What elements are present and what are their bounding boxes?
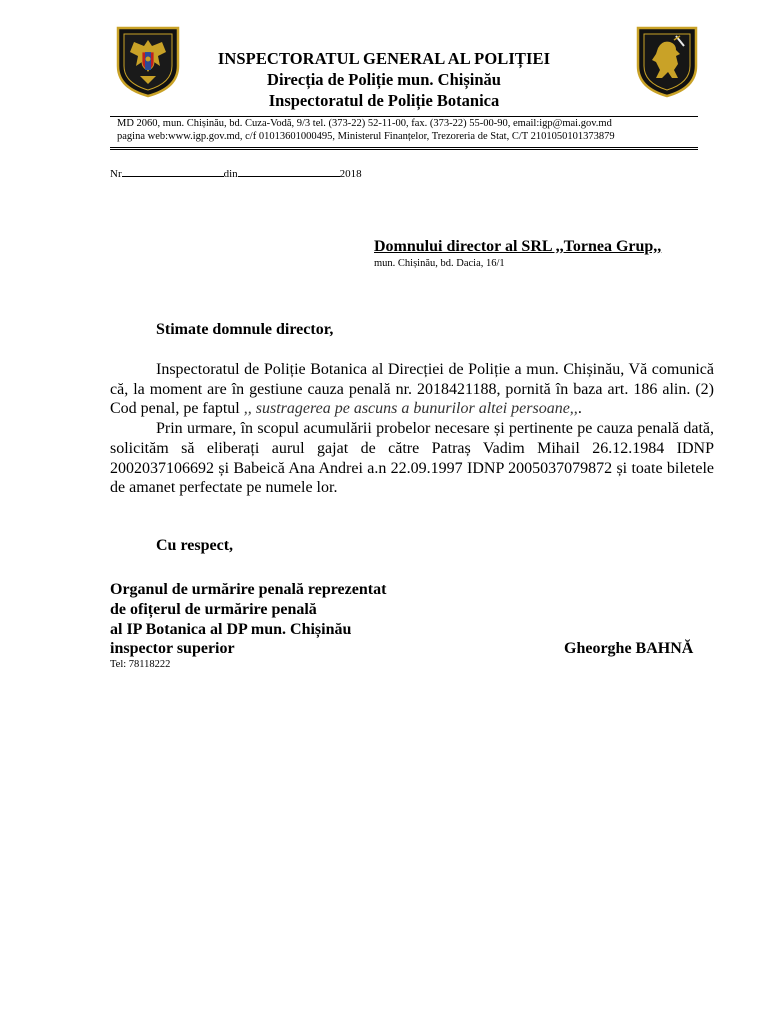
contact-bottom-rule xyxy=(110,147,698,150)
letter-body xyxy=(110,360,714,498)
signature-line-2: de ofițerul de urmărire penală xyxy=(110,601,317,618)
telephone-line: Tel: 78118222 xyxy=(110,659,171,670)
recipient-name: Domnului director al SRL ,,Tornea Grup,, xyxy=(374,238,662,255)
paragraph-1 xyxy=(110,360,714,419)
nr-label: Nr xyxy=(110,168,122,180)
paragraph-2: Prin urmare, în scopul acumulării probelor necesare și pertinente pe cauza penală dată, solicităm să eliberați aurul gajat de către Patraș Vadim Mihail 26.12.1984 IDNP 2002037106692 și Babeică Ana Andrei a.n 22.09.1997 IDNP 2005037079872 și toate biletele de amanet perfectate pe numele lor. xyxy=(110,420,714,497)
signature-line-3: al IP Botanica al DP mun. Chișinău xyxy=(110,621,352,638)
signer-name: Gheorghe BAHNĂ xyxy=(564,640,694,657)
letter-closing: Cu respect, xyxy=(156,537,234,554)
signature-line-1: Organul de urmărire penală reprezentat xyxy=(110,581,387,598)
recipient-address: mun. Chișinău, bd. Dacia, 16/1 xyxy=(374,258,505,269)
letter-greeting: Stimate domnule director, xyxy=(156,321,334,338)
nr-blank xyxy=(122,167,224,177)
din-label: din xyxy=(223,168,238,180)
inspectorate-name: Inspectoratul de Poliție Botanica xyxy=(268,91,500,110)
date-blank xyxy=(238,167,340,177)
institution-name: INSPECTORATUL GENERAL AL POLIȚIEI xyxy=(217,49,551,68)
paragraph-1-end: . xyxy=(577,400,582,418)
reference-year: 2018 xyxy=(339,168,362,180)
reference-line xyxy=(110,167,362,180)
directorate-name: Direcția de Poliție mun. Chișinău xyxy=(267,70,501,89)
contact-address-line: MD 2060, mun. Chișinău, bd. Cuza-Vodă, 9/3 tel. (373-22) 52-11-00, fax. (373-22) 55-00-90, email:igp@mai.gov.md xyxy=(117,118,612,129)
paragraph-1-text: Inspectoratul de Poliție Botanica al Direcției de Poliție a mun. Chișinău, Vă comunică că, la moment are în gestiune cauza penală nr. 2018421188, pornită în baza art. 186 alin. (2) Cod penal, pe faptul xyxy=(110,361,714,418)
contact-web-line: pagina web:www.igp.gov.md, c/f 01013601000495, Ministerul Finanțelor, Trezoreria de Stat, C/T 2101050101373879 xyxy=(117,131,615,142)
signature-line-4: inspector superior xyxy=(110,640,235,657)
paragraph-1-quote: ,, sustragerea pe ascuns a bunurilor altei persoane,, xyxy=(243,400,578,418)
